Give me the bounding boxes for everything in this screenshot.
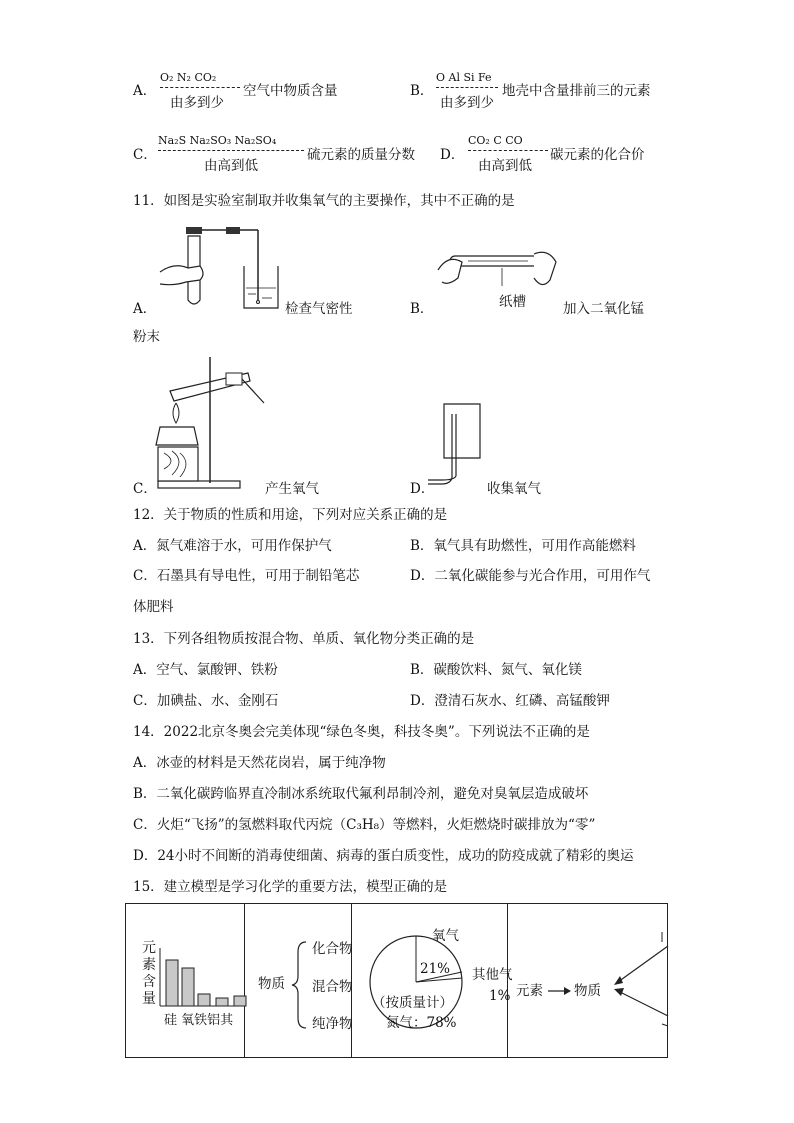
formula-sequence: O₂ N₂ CO₂ <box>160 71 217 84</box>
order-label: 由多到少 <box>170 95 224 111</box>
q13-option-a: A．空气、氯酸钾、铁粉 <box>133 662 278 678</box>
bar-aluminum <box>216 998 228 1006</box>
q11-option-a-text: 检查气密性 <box>285 301 353 317</box>
q14-option-a: A．冰壶的材料是天然花岗岩，属于纯净物 <box>133 755 386 771</box>
bar-oxygen <box>182 968 194 1006</box>
q11-option-b-text-cont: 粉末 <box>133 329 160 345</box>
formula-sequence: CO₂ C CO <box>468 134 523 147</box>
q11-option-b-text: 加入二氧化锰 <box>563 301 644 317</box>
option-label: D． <box>440 147 465 163</box>
order-arrow <box>468 150 548 151</box>
option-label: A． <box>133 83 157 99</box>
q13-stem: 13．下列各组物质按混合物、单质、氧化物分类正确的是 <box>133 631 475 647</box>
q11-option-a-label: A． <box>133 301 157 317</box>
model2-item-mixture: 混合物 <box>312 979 353 995</box>
bar-silicon <box>166 960 178 1006</box>
q11-option-c-label: C． <box>133 481 157 497</box>
model1-xlabel: 硅 氧铁铝其 <box>164 1013 234 1028</box>
q12-option-d-cont: 体肥料 <box>133 599 174 615</box>
paper-trough-label: 纸槽 <box>499 294 526 310</box>
formula-sequence: O Al Si Fe <box>436 71 492 84</box>
q12-option-d: D．二氧化碳能参与光合作用，可用作气 <box>410 568 651 584</box>
order-label: 由多到少 <box>440 95 494 111</box>
model3-other-label: 其他气 <box>472 967 513 983</box>
bar-other <box>234 996 246 1006</box>
model4-right: 物质 <box>574 983 601 999</box>
model2-root: 物质 <box>258 976 285 992</box>
gas-collection-figure <box>428 404 488 488</box>
order-arrow <box>436 87 498 88</box>
q13-option-c: C．加碘盐、水、金刚石 <box>133 693 279 709</box>
q11-stem: 11．如图是实验室制取并收集氧气的主要操作，其中不正确的是 <box>133 193 515 209</box>
option-label: B． <box>410 83 434 99</box>
arrow-right-icon <box>548 986 572 996</box>
q14-option-d: D．24小时不间断的消毒使细菌、病毒的蛋白质变性，成功的防疫成就了精彩的奥运 <box>133 848 634 864</box>
model2-item-compound: 化合物 <box>312 941 353 957</box>
heating-apparatus-figure <box>150 357 268 489</box>
model2-item-pure: 纯净物 <box>312 1016 353 1032</box>
model4-left: 元素 <box>516 983 543 999</box>
q14-option-b: B．二氧化碳跨临界直冷制冰系统取代氟利昂制冷剂，避免对臭氧层造成破坏 <box>133 786 589 802</box>
model1-bar-chart <box>160 948 246 1008</box>
q11-option-d-label: D． <box>410 481 435 497</box>
order-arrow <box>160 87 240 88</box>
option-text: 硫元素的质量分数 <box>307 147 415 163</box>
model3-basis: （按质量计） <box>372 995 453 1011</box>
model3-other-pct: 1% <box>489 988 511 1004</box>
model4-arrows <box>612 930 668 1030</box>
order-arrow <box>158 150 304 151</box>
q15-stem: 15．建立模型是学习化学的重要方法，模型正确的是 <box>133 879 448 895</box>
q13-option-b: B．碳酸饮料、氮气、氧化镁 <box>410 662 582 678</box>
q12-stem: 12．关于物质的性质和用途，下列对应关系正确的是 <box>133 507 448 523</box>
model3-oxygen-pct: 21% <box>420 961 451 977</box>
q12-option-b: B．氧气具有助燃性，可用作高能燃料 <box>410 538 636 554</box>
model1-ylabel: 元素含量 <box>142 940 156 1007</box>
q14-option-c: C．火炬“飞扬”的氢燃料取代丙烷（C₃H₈）等燃料，火炬燃烧时碳排放为“零” <box>133 817 596 833</box>
model3-oxygen-label: 氧气 <box>432 928 459 944</box>
q11-option-b-label: B． <box>410 301 434 317</box>
q12-option-c: C．石墨具有导电性，可用于制铅笔芯 <box>133 568 360 584</box>
q11-option-d-text: 收集氧气 <box>487 481 541 497</box>
option-text: 地壳中含量排前三的元素 <box>502 83 651 99</box>
q14-stem: 14．2022北京冬奥会完美体现“绿色冬奥，科技冬奥”。下列说法不正确的是 <box>133 724 590 740</box>
order-label: 由高到低 <box>204 158 258 174</box>
option-label: C． <box>133 147 157 163</box>
airtightness-check-figure <box>160 222 290 312</box>
option-text: 空气中物质含量 <box>243 83 338 99</box>
model3-nitrogen: 氮气：78% <box>386 1015 457 1031</box>
model2-brace <box>292 940 308 1030</box>
option-text: 碳元素的化合价 <box>550 147 645 163</box>
paper-trough-figure <box>438 242 560 300</box>
q12-option-a: A．氮气难溶于水，可用作保护气 <box>133 538 332 554</box>
q11-option-c-text: 产生氧气 <box>265 481 319 497</box>
q13-option-d: D．澄清石灰水、红磷、高锰酸钾 <box>410 693 610 709</box>
bar-iron <box>198 994 210 1006</box>
formula-sequence: Na₂S Na₂SO₃ Na₂SO₄ <box>158 134 277 147</box>
order-label: 由高到低 <box>478 158 532 174</box>
